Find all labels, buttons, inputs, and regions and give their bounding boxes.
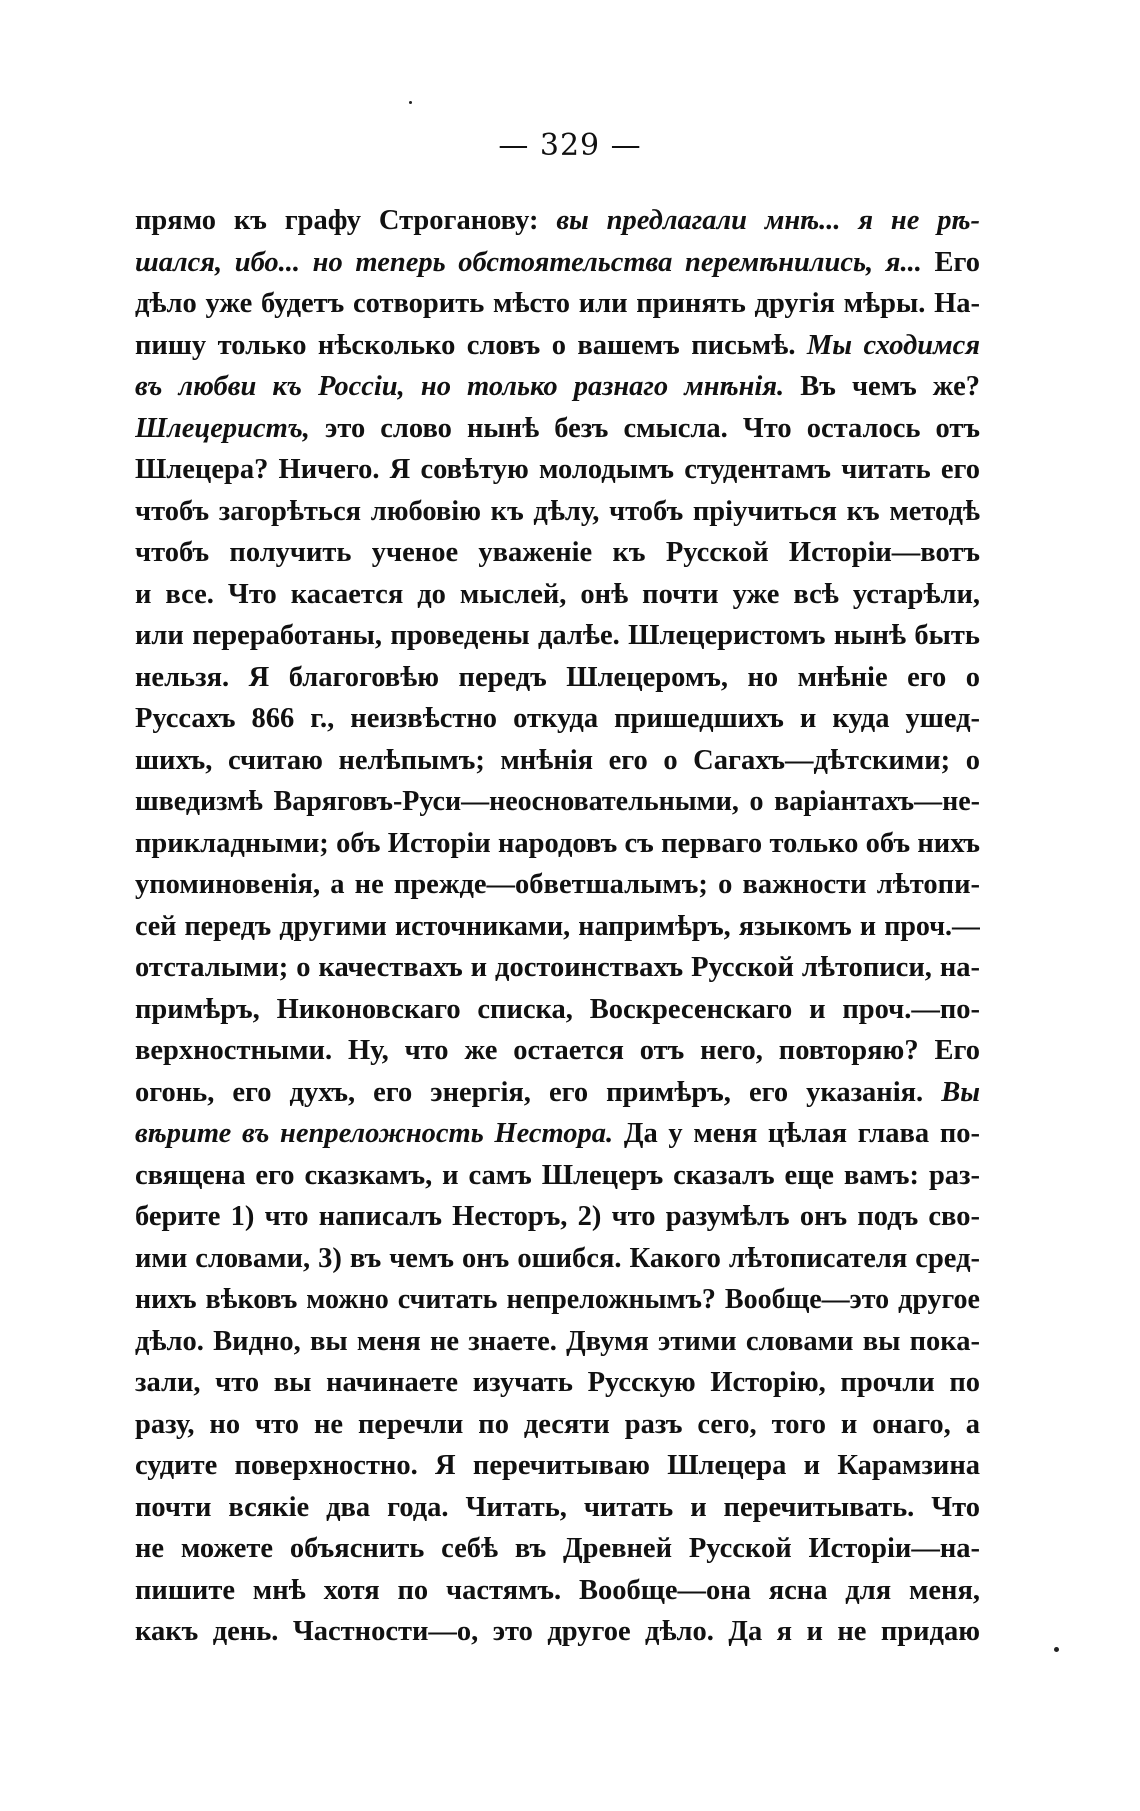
text-segment: пишу только нѣсколько словъ о вашемъ письмѣ. <box>135 329 807 361</box>
text-segment: зали, что вы начинаете изучать Русскую Исторію, прочли по <box>135 1367 980 1398</box>
text-segment: прикладными; объ Исторіи народовъ съ перваго только объ нихъ <box>135 827 980 859</box>
text-segment: священа его сказкамъ, и самъ Шлецеръ сказалъ еще вамъ: раз- <box>135 1159 980 1191</box>
text-line <box>135 698 980 740</box>
text-line <box>135 989 980 1031</box>
text-line <box>135 408 980 450</box>
text-line <box>135 1155 980 1197</box>
body-text <box>135 200 980 1653</box>
text-line <box>135 657 980 699</box>
text-segment: шихъ, считаю нелѣпымъ; мнѣнія его о Сагахъ—дѣтскими; о <box>135 744 980 776</box>
text-line <box>135 823 980 865</box>
text-line <box>135 242 980 284</box>
text-line <box>135 1030 980 1072</box>
text-line <box>135 1196 980 1238</box>
print-speck <box>409 101 412 104</box>
text-line <box>135 1279 980 1321</box>
text-segment: Въ чемъ же? <box>784 371 980 402</box>
text-segment: огонь, его духъ, его энергія, его примѣръ, его указанія. <box>135 1076 942 1108</box>
text-segment: и все. Что касается до мыслей, онѣ почти уже всѣ устарѣли, <box>135 578 980 610</box>
text-line <box>135 1321 980 1363</box>
text-segment: Руссахъ 866 г., неизвѣстно откуда пришедшихъ и куда ушед- <box>135 703 980 734</box>
text-segment: шведизмѣ Варяговъ-Руси—неосновательными, о варіантахъ—не- <box>135 786 980 817</box>
text-segment: судите поверхностно. Я перечитываю Шлецера и Карамзина <box>135 1450 980 1481</box>
text-line <box>135 574 980 616</box>
text-segment: разу, но что не перечли по десяти разъ сего, того и онаго, а <box>135 1408 980 1440</box>
text-segment: это слово нынѣ безъ смысла. Что осталось отъ <box>309 412 980 444</box>
italic-text-segment: шался, ибо... но теперь обстоятельства перемѣнились, я... <box>135 246 922 278</box>
text-line <box>135 1445 980 1487</box>
text-line <box>135 947 980 989</box>
text-segment: берите 1) что написалъ Несторъ, 2) что разумѣлъ онъ подъ сво- <box>135 1201 980 1232</box>
text-segment: сей передъ другими источниками, напримѣръ, языкомъ и проч.— <box>135 910 980 942</box>
text-segment: примѣръ, Никоновскаго списка, Воскресенскаго и проч.—по- <box>135 993 980 1025</box>
text-segment: верхностными. Ну, что же остается отъ него, повторяю? Его <box>135 1035 980 1066</box>
italic-text-segment: Вы <box>941 1076 980 1108</box>
text-segment: Да у меня цѣлая глава по- <box>613 1118 980 1149</box>
text-line <box>135 1528 980 1570</box>
italic-text-segment: Мы сходимся <box>806 329 980 361</box>
text-segment: прямо къ графу Строганову: <box>135 205 557 236</box>
text-line <box>135 740 980 782</box>
text-line <box>135 449 980 491</box>
text-segment: нихъ вѣковъ можно считать непреложнымъ? Вообще—это другое <box>135 1284 980 1315</box>
text-segment: упоминовенія, а не прежде—обветшалымъ; о важности лѣтопи- <box>135 869 980 900</box>
text-line <box>135 1570 980 1612</box>
text-segment: или переработаны, проведены далѣе. Шлецеристомъ нынѣ быть <box>135 620 980 651</box>
text-line <box>135 615 980 657</box>
text-line <box>135 1362 980 1404</box>
text-segment: не можете объяснить себѣ въ Древней Русской Исторіи—на- <box>135 1533 980 1564</box>
italic-text-segment: вы предлагали мнѣ... я не рѣ- <box>556 205 980 236</box>
text-line <box>135 1113 980 1155</box>
text-line <box>135 491 980 533</box>
text-segment: дѣло. Видно, вы меня не знаете. Двумя этими словами вы пока- <box>135 1325 980 1357</box>
text-segment: чтобъ загорѣться любовію къ дѣлу, чтобъ пріучиться къ методѣ <box>135 495 980 527</box>
text-segment: почти всякіе два года. Читать, читать и перечитывать. Что <box>135 1491 980 1523</box>
italic-text-segment: Шлецеристъ, <box>135 412 310 444</box>
print-speck <box>1054 1647 1059 1652</box>
text-line <box>135 864 980 906</box>
text-segment: Шлецера? Ничего. Я совѣтую молодымъ студентамъ читать его <box>135 454 980 485</box>
text-line <box>135 906 980 948</box>
text-line <box>135 781 980 823</box>
text-segment: нельзя. Я благоговѣю передъ Шлецеромъ, но мнѣніе его о <box>135 661 980 693</box>
text-line <box>135 1611 980 1653</box>
text-line <box>135 1238 980 1280</box>
italic-text-segment: въ любви къ Россіи, но только разнаго мнѣнія. <box>135 371 785 402</box>
text-segment: дѣло уже будетъ сотворить мѣсто или принять другія мѣры. На- <box>135 288 980 319</box>
text-segment: какъ день. Частности—о, это другое дѣло. Да я и не придаю <box>135 1616 980 1647</box>
text-segment: Его <box>921 246 980 278</box>
italic-text-segment: вѣрите въ непреложность Нестора. <box>135 1118 614 1149</box>
text-line <box>135 366 980 408</box>
page-number: — 329 — <box>498 128 642 163</box>
text-segment: отсталыми; о качествахъ и достоинствахъ Русской лѣтописи, на- <box>135 952 980 983</box>
text-line <box>135 532 980 574</box>
text-segment: ими словами, 3) въ чемъ онъ ошибся. Какого лѣтописателя сред- <box>135 1242 980 1274</box>
text-line <box>135 325 980 367</box>
text-line <box>135 1404 980 1446</box>
text-line <box>135 283 980 325</box>
text-line <box>135 1072 980 1114</box>
text-line <box>135 1487 980 1529</box>
text-segment: пишите мнѣ хотя по частямъ. Вообще—она ясна для меня, <box>135 1574 980 1606</box>
text-segment: чтобъ получить ученое уваженіе къ Русской Исторіи—вотъ <box>135 537 980 568</box>
text-line <box>135 200 980 242</box>
